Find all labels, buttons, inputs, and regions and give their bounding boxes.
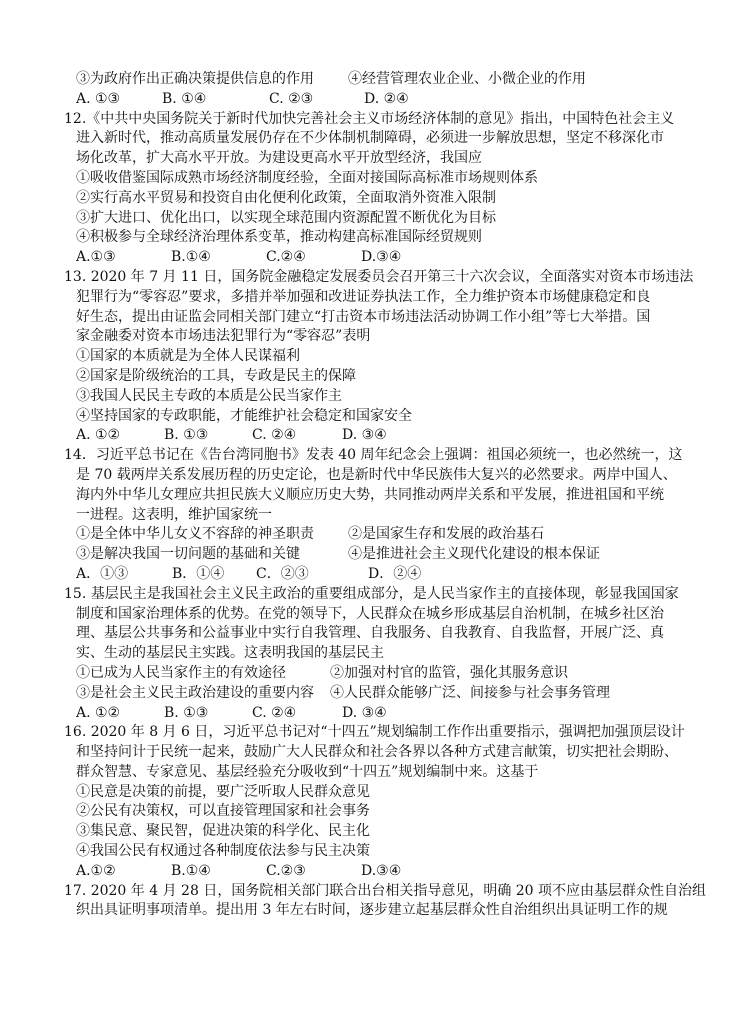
q14-stem-line: 一进程。这表明，维护国家统一 (76, 506, 272, 523)
q11-answer-b: B. ①④ (162, 90, 207, 107)
q15-option-2: ②加强对村官的监管，强化其服务意识 (330, 664, 568, 681)
q15-option-1: ①已成为人民当家作主的有效途径 (76, 664, 286, 681)
q13-option-3: ③我国人民民主专政的本质是公民当家作主 (76, 387, 342, 404)
q11-option-3: ③为政府作出正确决策提供信息的作用 (76, 71, 314, 87)
q12-stem-line: 进入新时代，推动高质量发展仍存在不少体制机制障碍，必须进一步解放思想，坚定不移深化市 (76, 130, 664, 147)
q12-option-2: ②实行高水平贸易和投资自由化便利化政策，全面取消外资准入限制 (76, 189, 496, 206)
q12-stem-line: 12.《中共中央国务院关于新时代加快完善社会主义市场经济体制的意见》指出，中国特色社会主义 (64, 110, 675, 127)
q14-option-3: ③是解决我国一切问题的基础和关键 (76, 546, 300, 563)
q12-stem-line: 场化改革，扩大高水平开放。为建设更高水平开放型经济，我国应 (76, 150, 482, 167)
q16-answer-b: B.①④ (171, 862, 211, 879)
q14-answer-choices (76, 565, 719, 585)
q15-option-3: ③是社会主义民主政治建设的重要内容 (76, 684, 314, 701)
q13-stem-line: 13. 2020 年 7 月 11 日，国务院金融稳定发展委员会召开第三十六次会议，全面落实对资本市场违法 (64, 268, 694, 285)
q11-answer-a: A. ①③ (76, 90, 121, 107)
q12-option-1: ①吸收借鉴国际成熟市场经济制度经验，全面对接国际高标准市场规则体系 (76, 169, 538, 186)
question-14 (64, 446, 719, 585)
q12-answer-c: C.②④ (266, 249, 306, 266)
q16-option-4: ④我国公民有权通过各种制度依法参与民主决策 (76, 843, 370, 860)
q13-answer-b: B. ①③ (164, 427, 209, 444)
question-12 (64, 110, 719, 268)
q15-options-row (76, 664, 719, 684)
q11-answer-c: C. ②③ (269, 90, 314, 107)
q13-answer-a: A. ①② (76, 427, 121, 444)
q14-answer-a: A．①③ (76, 565, 129, 582)
q15-stem-line: 制度和国家治理体系的优势。在党的领导下，人民群众在城乡形成基层自治机制，在城乡社区治 (76, 605, 664, 622)
q13-stem-line: 犯罪行为“零容忍”要求，多措并举加强和改进证券执法工作，全力维护资本市场健康稳定和良 (76, 288, 651, 305)
q14-stem-line: 是 70 载两岸关系发展历程的历史定论，也是新时代中华民族伟大复兴的必然要求。两岸中国人、 (76, 466, 677, 483)
q14-option-1: ①是全体中华儿女义不容辞的神圣职责 (76, 526, 314, 543)
q16-answer-d: D.③④ (361, 862, 402, 879)
q11-options-row (76, 70, 719, 90)
q12-answer-a: A.①③ (76, 249, 116, 266)
q14-stem-line: 14．习近平总书记在《告台湾同胞书》发表 40 周年纪念会上强调：祖国必须统一，也必然统一，这 (64, 447, 683, 464)
q16-stem-line: 和坚持问计于民统一起来，鼓励广大人民群众和社会各界以各种方式建言献策，切实把社会期盼、 (76, 744, 678, 761)
q12-answer-d: D.③④ (361, 249, 402, 266)
q14-answer-d: D．②④ (368, 565, 422, 582)
q11-answer-d: D. ②④ (364, 90, 409, 107)
question-17 (64, 882, 719, 922)
q13-answer-c: C. ②④ (252, 427, 297, 444)
question-13 (64, 268, 719, 446)
q15-stem-line: 15. 基层民主是我国社会主义民主政治的重要组成部分，是人民当家作主的直接体现，彰显我国国家 (64, 585, 679, 602)
q16-stem-line: 16. 2020 年 8 月 6 日，习近平总书记对“十四五”规划编制工作作出重要指示，强调把加强顶层设计 (64, 724, 685, 741)
q15-answer-b: B. ①③ (164, 704, 209, 721)
q14-option-2: ②是国家生存和发展的政治基石 (348, 526, 544, 543)
q13-answer-choices (76, 426, 719, 446)
q15-stem-line: 理、基层公共事务和公益事业中实行自我管理、自我服务、自我教育、自我监督，开展广泛、真 (76, 625, 664, 642)
q13-answer-d: D. ③④ (342, 427, 387, 444)
q15-option-4: ④人民群众能够广泛、间接参与社会事务管理 (330, 684, 610, 701)
q14-answer-b: B．①④ (172, 565, 225, 582)
q14-option-4: ④是推进社会主义现代化建设的根本保证 (348, 546, 600, 563)
q16-answer-choices (76, 862, 719, 882)
q15-options-row (76, 684, 719, 704)
q12-option-3: ③扩大进口、优化出口，以实现全球范围内资源配置不断优化为目标 (76, 209, 496, 226)
q13-option-4: ④坚持国家的专政职能，才能维护社会稳定和国家安全 (76, 407, 412, 424)
q15-answer-c: C. ②④ (252, 704, 297, 721)
question-15 (64, 585, 719, 724)
q16-option-2: ②公民有决策权，可以直接管理国家和社会事务 (76, 803, 370, 820)
q15-answer-choices (76, 704, 719, 724)
q12-answer-choices (76, 248, 719, 268)
q14-options-row (76, 545, 719, 565)
q14-options-row (76, 525, 719, 545)
q13-stem-line: 家金融委对资本市场违法犯罪行为“零容忍”表明 (76, 328, 371, 345)
q11-answer-choices (76, 90, 719, 110)
q12-answer-b: B.①④ (171, 249, 211, 266)
q13-stem-line: 好生态，提出由证监会同相关部门建立“打击资本市场违法活动协调工作小组”等七大举措。国 (76, 308, 651, 325)
q11-option-4: ④经营管理农业企业、小微企业的作用 (348, 71, 586, 87)
q16-answer-a: A.①② (76, 862, 116, 879)
q17-stem-line: 织出具证明事项清单。提出用 3 年左右时间，逐步建立起基层群众性自治组织出具证明工作的规 (76, 902, 668, 919)
q16-stem-line: 群众智慧、专家意见、基层经验充分吸收到“十四五”规划编制中来。这基于 (76, 763, 539, 780)
q16-option-1: ①民意是决策的前提，要广泛听取人民群众意见 (76, 783, 370, 800)
q15-answer-d: D. ③④ (342, 704, 387, 721)
question-16 (64, 723, 719, 881)
q13-option-1: ①国家的本质就是为全体人民谋福利 (76, 348, 300, 365)
q14-stem-line: 海内外中华儿女理应共担民族大义顺应历史大势，共同推动两岸关系和平发展，推进祖国和平统 (76, 486, 664, 503)
q16-answer-c: C.②③ (266, 862, 306, 879)
q17-stem-line: 17. 2020 年 4 月 28 日，国务院相关部门联合出台相关指导意见，明确 20 项不应由基层群众性自治组 (64, 882, 707, 899)
q16-option-3: ③集民意、聚民智，促进决策的科学化、民主化 (76, 823, 370, 840)
q15-stem-line: 实、生动的基层民主实践。这表明我国的基层民主 (76, 645, 384, 662)
q13-option-2: ②国家是阶级统治的工具，专政是民主的保障 (76, 367, 356, 384)
q12-option-4: ④积极参与全球经济治理体系变革，推动构建高标准国际经贸规则 (76, 229, 482, 246)
q14-answer-c: C．②③ (256, 565, 309, 582)
q15-answer-a: A. ①② (76, 704, 121, 721)
